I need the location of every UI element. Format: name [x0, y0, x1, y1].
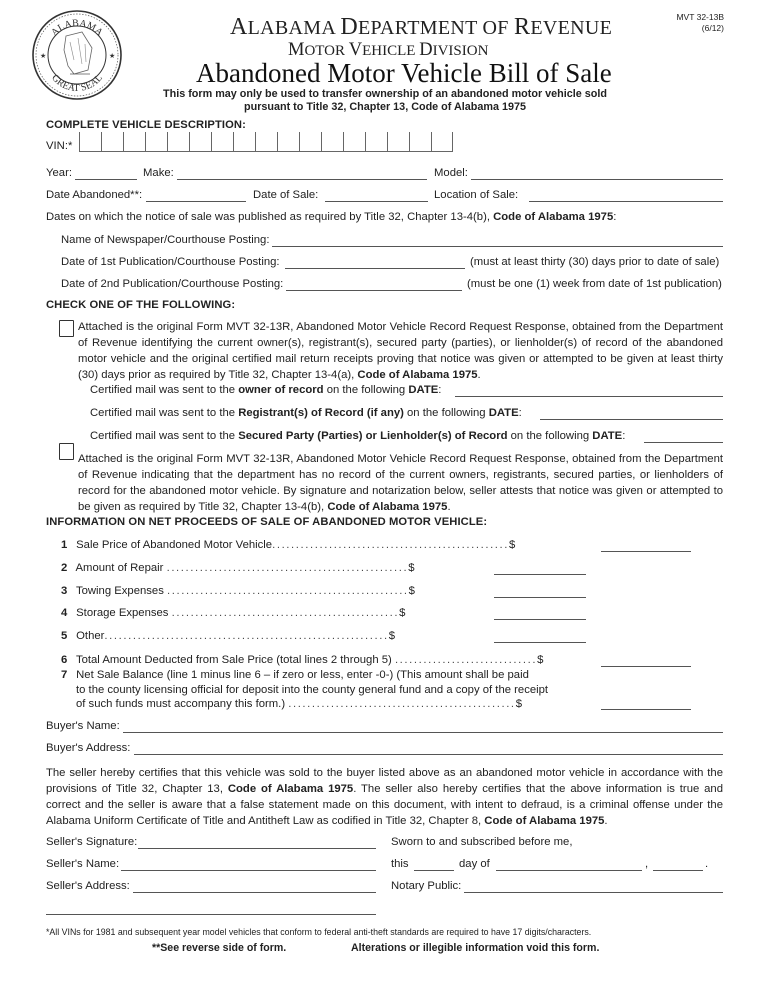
vin-character-cell[interactable]: [343, 132, 365, 152]
vin-character-cell[interactable]: [145, 132, 167, 152]
date-of-sale-field[interactable]: [325, 189, 428, 202]
svg-text:★: ★: [40, 53, 47, 60]
option-1-text: Attached is the original Form MVT 32-13R, Abandoned Motor Vehicle Record Request Response, obtained from the Department of Revenue identifying the current owner(s), registrant(s), secured party (parties), or lienholder(s) of record of the abandoned motor vehicle and the original certified mail return receipts proving that notice was given or attempted to be given at least thirty (30) days prior as required by Title 32, Chapter 13-4(a), Code of Alabama 1975.: [78, 321, 723, 381]
date-of-sale-label: Date of Sale:: [253, 189, 319, 201]
vin-character-cell[interactable]: [167, 132, 189, 152]
agency-name: ALABAMA DEPARTMENT OF REVENUE: [230, 14, 613, 40]
vin-character-cell[interactable]: [387, 132, 409, 152]
seller-certification: The seller hereby certifies that this vehicle was sold to the buyer listed above as an abandoned motor vehicle in accordance with the provisions of Title 32, Chapter 13, Code of Alabama 1975. The seller also hereby certifies that the above information is true and correct and the seller is aware that a false statement made on this document, with intent to defraud, is a criminal offense under the Alabama Uniform Certificate of Title and Antitheft Law as codified in Title 32, Chapter 8, Code of Alabama 1975.: [46, 767, 723, 827]
date-abandoned-label: Date Abandoned**:: [46, 189, 143, 201]
repair-amount-field[interactable]: [494, 562, 586, 575]
seller-address-field[interactable]: [133, 880, 376, 893]
vin-label: VIN:*: [46, 140, 73, 152]
svg-text:GREAT SEAL: GREAT SEAL: [49, 72, 105, 95]
subtitle-line-2: pursuant to Title 32, Chapter 13, Code of Alabama 1975: [244, 101, 526, 113]
reverse-side-note: **See reverse side of form.: [152, 942, 287, 954]
model-field[interactable]: [471, 167, 723, 180]
notary-month-field[interactable]: [496, 858, 642, 871]
seller-signature-label: Seller's Signature:: [46, 836, 138, 848]
net-sale-balance-field[interactable]: [601, 697, 691, 710]
proceeds-line-5: 5 Other............................................................$: [61, 630, 396, 642]
buyer-address-label: Buyer's Address:: [46, 742, 131, 754]
check-section-title: CHECK ONE OF THE FOLLOWING:: [46, 299, 236, 311]
vin-input[interactable]: [79, 132, 453, 153]
vin-character-cell[interactable]: [233, 132, 255, 152]
notary-this-label: this: [391, 858, 409, 870]
buyer-name-field[interactable]: [123, 720, 723, 733]
proceeds-line-4: 4 Storage Expenses ................................................$: [61, 607, 406, 619]
seller-address-label: Seller's Address:: [46, 880, 130, 892]
notary-period: .: [705, 858, 709, 870]
buyer-name-label: Buyer's Name:: [46, 720, 120, 732]
location-of-sale-field[interactable]: [529, 189, 723, 202]
first-publication-note: (must at least thirty (30) days prior to date of sale): [470, 256, 720, 268]
vin-footnote: *All VINs for 1981 and subsequent year model vehicles that conform to federal anti-theft standards are required to have 17 digits/characters.: [46, 927, 592, 937]
vehicle-section-title: COMPLETE VEHICLE DESCRIPTION:: [46, 119, 246, 131]
seller-address-field-line-2[interactable]: [46, 902, 376, 915]
proceeds-line-2: 2 Amount of Repair ...................................................$: [61, 562, 415, 574]
notary-comma: ,: [645, 858, 649, 870]
seller-name-label: Seller's Name:: [46, 858, 120, 870]
seller-signature-field[interactable]: [138, 836, 376, 849]
vin-character-cell[interactable]: [101, 132, 123, 152]
mail-owner-label: Certified mail was sent to the owner of record on the following DATE:: [90, 384, 442, 396]
make-label: Make:: [143, 167, 174, 179]
newspaper-label: Name of Newspaper/Courthouse Posting:: [61, 234, 270, 246]
location-of-sale-label: Location of Sale:: [434, 189, 519, 201]
vin-character-cell[interactable]: [79, 132, 101, 152]
vin-character-cell[interactable]: [409, 132, 431, 152]
notary-public-field[interactable]: [464, 880, 723, 893]
year-label: Year:: [46, 167, 72, 179]
svg-text:ALABAMA: ALABAMA: [49, 17, 105, 39]
vin-character-cell[interactable]: [299, 132, 321, 152]
date-abandoned-field[interactable]: [146, 189, 246, 202]
make-field[interactable]: [177, 167, 427, 180]
proceeds-line-1: 1 Sale Price of Abandoned Motor Vehicle..................................................$: [61, 539, 516, 551]
subtitle-line-1: This form may only be used to transfer ownership of an abandoned motor vehicle sold: [163, 88, 607, 100]
buyer-address-field[interactable]: [134, 742, 723, 755]
vin-character-cell[interactable]: [189, 132, 211, 152]
sworn-text: Sworn to and subscribed before me,: [391, 836, 573, 848]
mail-registrant-date-field[interactable]: [540, 407, 723, 420]
mail-lienholder-date-field[interactable]: [644, 430, 723, 443]
proceeds-line-6: 6 Total Amount Deducted from Sale Price (total lines 2 through 5) ..............................$: [61, 654, 544, 666]
second-publication-note: (must be one (1) week from date of 1st publication): [467, 278, 722, 290]
form-number: [668, 12, 724, 34]
form-subtitle: [140, 88, 630, 114]
total-deducted-field[interactable]: [601, 654, 691, 667]
vin-character-cell[interactable]: [211, 132, 233, 152]
storage-expenses-field[interactable]: [494, 607, 586, 620]
form-revision-date: (6/12): [701, 23, 724, 33]
proceeds-line-3: 3 Towing Expenses ...................................................$: [61, 585, 415, 597]
option-2-checkbox[interactable]: [59, 443, 74, 460]
mail-lienholder-label: Certified mail was sent to the Secured Party (Parties) or Lienholder(s) of Record on the following DATE:: [90, 430, 626, 442]
publication-intro: Dates on which the notice of sale was published as required by Title 32, Chapter 13-4(b), Code of Alabama 1975:: [46, 211, 617, 223]
vin-character-cell[interactable]: [277, 132, 299, 152]
svg-text:★: ★: [109, 53, 116, 60]
model-label: Model:: [434, 167, 468, 179]
notary-day-of-label: day of: [459, 858, 490, 870]
mail-owner-date-field[interactable]: [455, 384, 723, 397]
second-publication-field[interactable]: [286, 278, 462, 291]
proceeds-section-title: INFORMATION ON NET PROCEEDS OF SALE OF ABANDONED MOTOR VEHICLE:: [46, 516, 488, 528]
vin-character-cell[interactable]: [431, 132, 453, 152]
vin-character-cell[interactable]: [365, 132, 387, 152]
vin-character-cell[interactable]: [321, 132, 343, 152]
notary-public-label: Notary Public:: [391, 880, 462, 892]
form-number-code: MVT 32-13B: [676, 12, 724, 22]
first-publication-label: Date of 1st Publication/Courthouse Posting:: [61, 256, 280, 268]
other-expenses-field[interactable]: [494, 630, 586, 643]
newspaper-field[interactable]: [272, 234, 723, 247]
alabama-seal-icon: [30, 8, 124, 102]
notary-year-field[interactable]: [653, 858, 703, 871]
seller-name-field[interactable]: [121, 858, 376, 871]
vin-character-cell[interactable]: [255, 132, 277, 152]
year-field[interactable]: [75, 167, 137, 180]
sale-price-field[interactable]: [601, 539, 691, 552]
mail-registrant-label: Certified mail was sent to the Registrant(s) of Record (if any) on the following DATE:: [90, 407, 522, 419]
division-name: MOTOR VEHICLE DIVISION: [288, 40, 489, 60]
option-2-text: Attached is the original Form MVT 32-13R, Abandoned Motor Vehicle Record Request Response, obtained from the Department of Revenue indicating that the department has no record of the current owners, registrants, secured parties, or lienholders of record for the abandoned motor vehicle. By signature and notarization below, seller attests that notice was given or attempted to be given as required by Title 32, Chapter 13-4(b), Code of Alabama 1975.: [78, 453, 723, 513]
notary-day-field[interactable]: [414, 858, 454, 871]
vin-character-cell[interactable]: [123, 132, 145, 152]
first-publication-field[interactable]: [285, 256, 465, 269]
option-1-checkbox[interactable]: [59, 320, 74, 337]
second-publication-label: Date of 2nd Publication/Courthouse Posting:: [61, 278, 284, 290]
towing-expenses-field[interactable]: [494, 585, 586, 598]
proceeds-line-7: 7 Net Sale Balance (line 1 minus line 6 – if zero or less, enter -0-) (This amount shall be paid to the county licensing official for deposit into the county general fund and a copy of the receipt of such funds must accompany this form.) ................................................$: [61, 669, 549, 710]
form-title: Abandoned Motor Vehicle Bill of Sale: [196, 58, 612, 88]
void-note: Alterations or illegible information void this form.: [351, 942, 600, 954]
